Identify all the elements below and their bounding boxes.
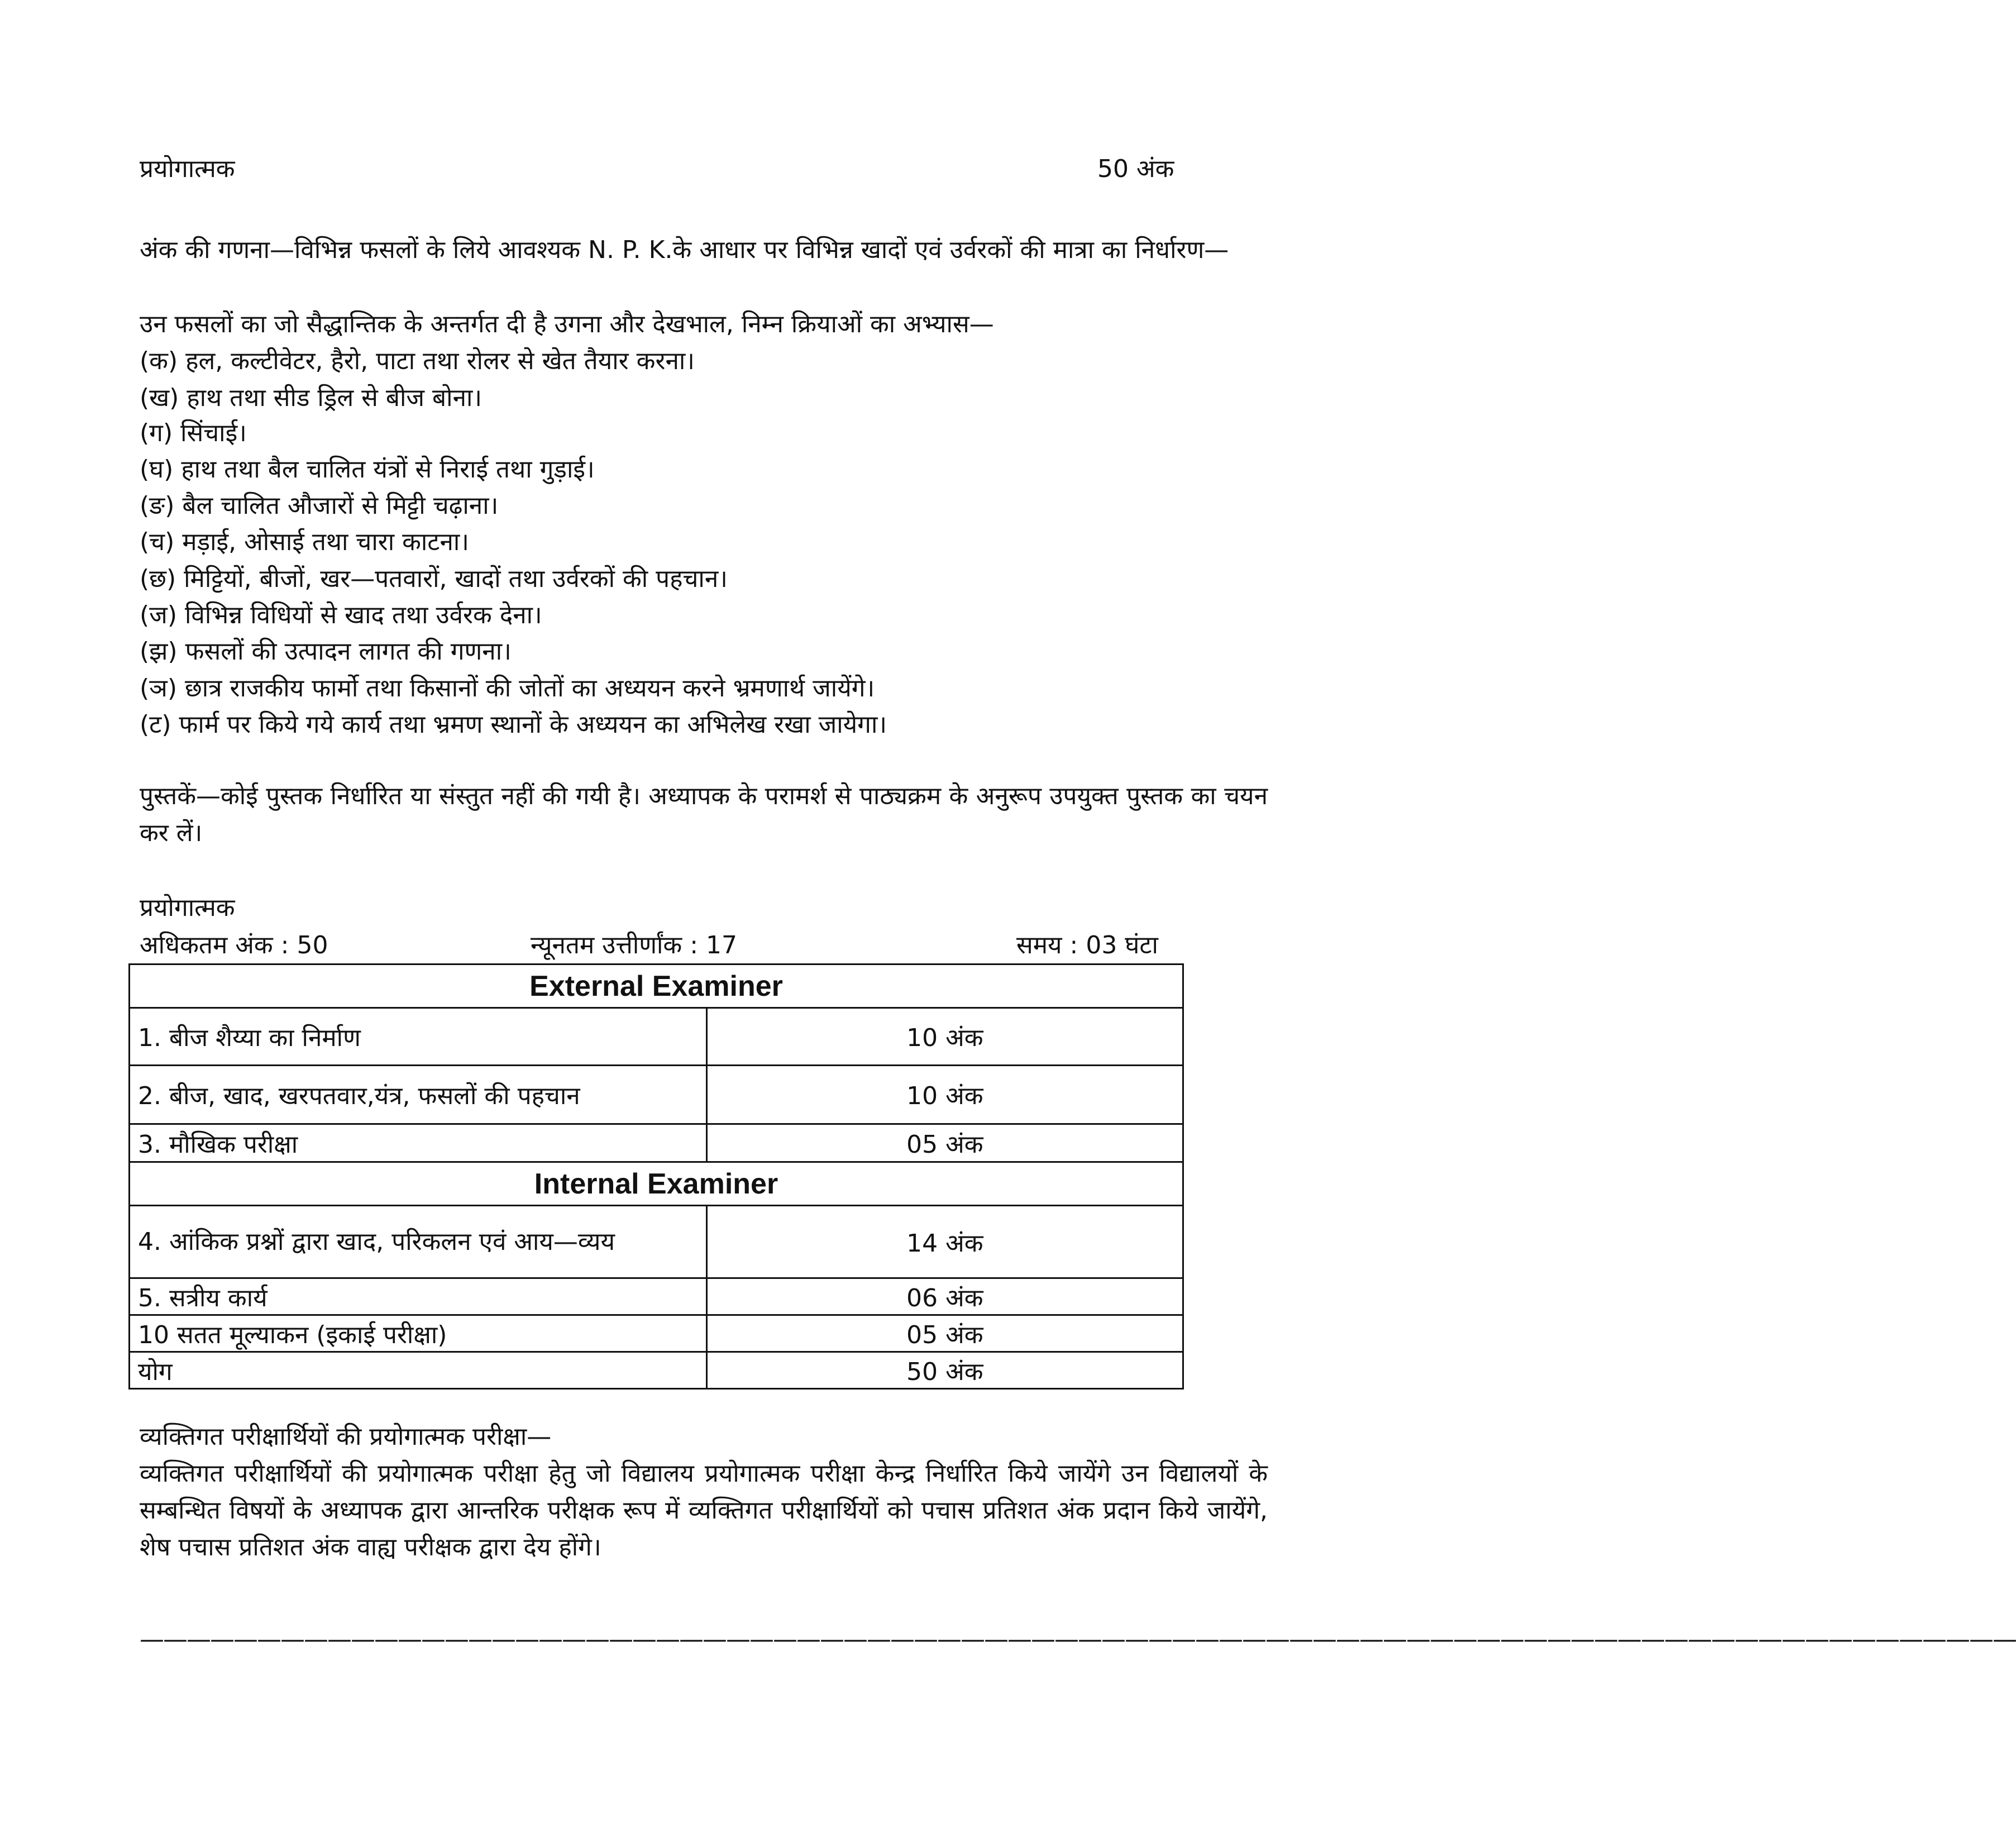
- dashed-divider: ————————————————————————————————————————————————————————————————————————————————: [140, 1625, 2016, 1654]
- activity-item: (ज) विभिन्न विधियों से खाद तथा उर्वरक देना।: [140, 601, 542, 629]
- table-row: [130, 1066, 1183, 1124]
- total-marks-value: 50 अंक: [706, 1352, 1183, 1389]
- row-label: 5. सत्रीय कार्य: [130, 1278, 707, 1315]
- min-pass-marks: न्यूनतम उत्तीर्णांक : 17: [531, 931, 737, 959]
- table-row: [130, 1315, 1183, 1352]
- intro-line-2: उन फसलों का जो सैद्धान्तिक के अन्तर्गत दी है उगना और देखभाल, निम्न क्रियाओं का अभ्यास—: [140, 310, 994, 338]
- row-marks: 05 अंक: [706, 1124, 1183, 1162]
- external-examiner-heading: External Examiner: [130, 965, 1183, 1008]
- table-row: [130, 1008, 1183, 1066]
- table-row: [130, 1124, 1183, 1162]
- row-label: 4. आंकिक प्रश्नों द्वारा खाद, परिकलन एवं आय—व्यय: [130, 1206, 707, 1278]
- table-row: [130, 1206, 1183, 1278]
- activity-item: (झ) फसलों की उत्पादन लागत की गणना।: [140, 637, 512, 666]
- intro-paragraph: अंक की गणना—विभिन्न फसलों के लिये आवश्यक N. P. K.के आधार पर विभिन्न खादों एवं उर्वरकों की मात्रा का निर्धारण—: [140, 236, 1229, 264]
- row-label: 10 सतत मूल्याकन (इकाई परीक्षा): [130, 1315, 707, 1352]
- books-paragraph: पुस्तकें—कोई पुस्तक निर्धारित या संस्तुत नहीं की गयी है। अध्यापक के परामर्श से पाठ्यक्रम के अनुरूप उपयुक्त पुस्तक का चयन कर लें।: [140, 782, 1268, 847]
- page-title: प्रयोगात्मक: [140, 155, 235, 183]
- row-label: 3. मौखिक परीक्षा: [130, 1124, 707, 1162]
- row-label: 1. बीज शैय्या का निर्माण: [130, 1008, 707, 1066]
- activity-item: (ङ) बैल चालित औजारों से मिट्टी चढ़ाना।: [140, 491, 499, 520]
- private-exam-paragraph: व्यक्तिगत परीक्षार्थियों की प्रयोगात्मक परीक्षा हेतु जो विद्यालय प्रयोगात्मक परीक्षा केन्द्र निर्धारित किये जायेंगे उन विद्यालयों के सम्बन्धित विषयों के अध्यापक द्वारा आन्तरिक परीक्षक रूप में व्यक्तिगत परीक्षार्थियों को पचास प्रतिशत अंक प्रदान किये जायेंगे, शेष पचास प्रतिशत अंक वाह्य परीक्षक द्वारा देय होंगे।: [140, 1459, 1268, 1562]
- row-marks: 05 अंक: [706, 1315, 1183, 1352]
- marks-table: [128, 963, 1184, 1390]
- max-marks: अधिकतम अंक : 50: [140, 931, 328, 959]
- activity-item: (ञ) छात्र राजकीय फार्मो तथा किसानों की जोतों का अध्ययन करने भ्रमणार्थ जायेंगे।: [140, 674, 875, 703]
- exam-heading: प्रयोगात्मक: [140, 894, 235, 922]
- private-exam-heading: व्यक्तिगत परीक्षार्थियों की प्रयोगात्मक परीक्षा—: [140, 1422, 552, 1451]
- table-row: [130, 1278, 1183, 1315]
- row-marks: 06 अंक: [706, 1278, 1183, 1315]
- row-marks: 10 अंक: [706, 1008, 1183, 1066]
- table-total-row: [130, 1352, 1183, 1389]
- activity-item: (ग) सिंचाई।: [140, 419, 247, 447]
- activity-item: (छ) मिट्टियों, बीजों, खर—पतवारों, खादों तथा उर्वरकों की पहचान।: [140, 565, 728, 593]
- row-label: 2. बीज, खाद, खरपतवार,यंत्र, फसलों की पहचान: [130, 1066, 707, 1124]
- total-label: योग: [130, 1352, 707, 1389]
- activity-item: (क) हल, कल्टीवेटर, हैरो, पाटा तथा रोलर से खेत तैयार करना।: [140, 347, 695, 375]
- activity-item: (च) मड़ाई, ओसाई तथा चारा काटना।: [140, 528, 469, 556]
- row-marks: 14 अंक: [706, 1206, 1183, 1278]
- row-marks: 10 अंक: [706, 1066, 1183, 1124]
- activity-item: (घ) हाथ तथा बैल चालित यंत्रों से निराई तथा गुड़ाई।: [140, 455, 595, 484]
- exam-time: समय : 03 घंटा: [1016, 931, 1158, 959]
- internal-examiner-heading: Internal Examiner: [130, 1162, 1183, 1206]
- activity-item: (ट) फार्म पर किये गये कार्य तथा भ्रमण स्थानों के अध्ययन का अभिलेख रखा जायेगा।: [140, 710, 887, 739]
- activity-item: (ख) हाथ तथा सीड ड्रिल से बीज बोना।: [140, 384, 482, 412]
- total-marks: 50 अंक: [1097, 155, 1174, 183]
